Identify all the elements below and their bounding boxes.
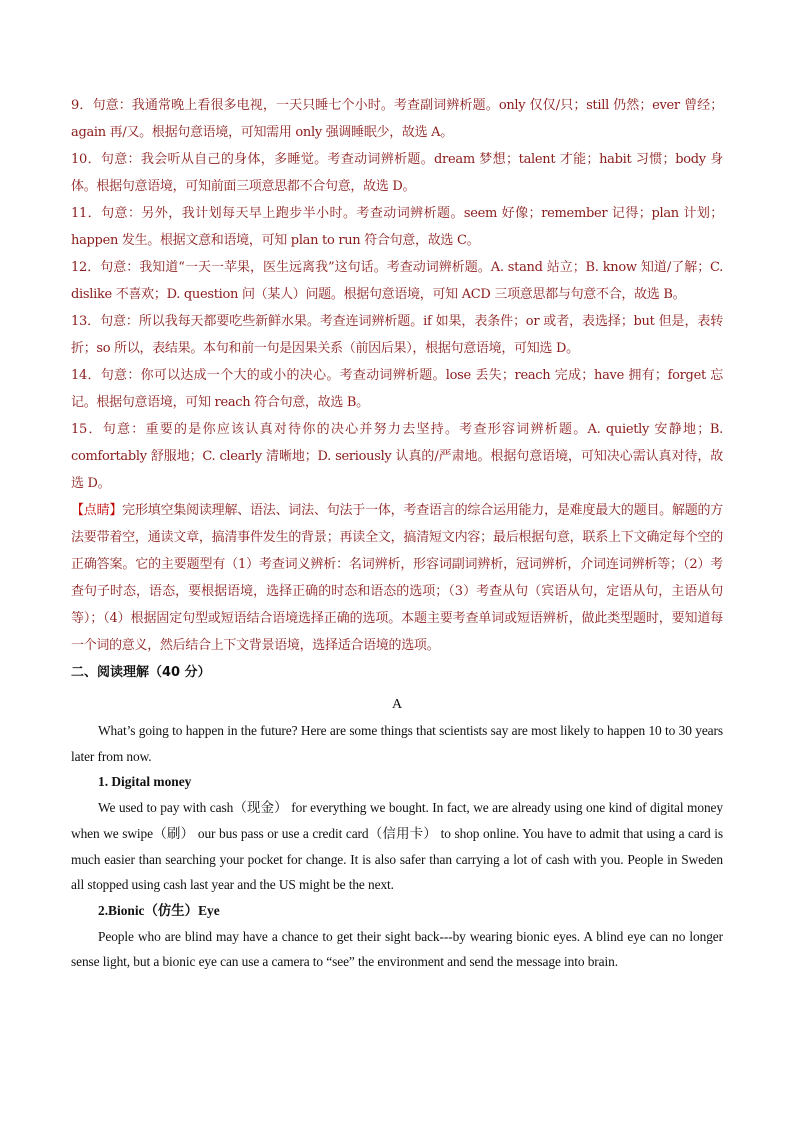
subheading-digital-money: 1. Digital money (98, 774, 192, 790)
answer-11: 11．句意：另外，我计划每天早上跑步半小时。考查动词辨析题。seem 好像；remember 记得；plan 计划；happen 发生。根据文意和语境，可知 plan to run 符合句意，故选 C。 (71, 206, 723, 248)
answer-9: 9．句意：我通常晚上看很多电视，一天只睡七个小时。考查副词辨析题。only 仅仅/只；still 仍然；ever 曾经；again 再/又。根据句意语境，可知需用 only 强调睡眠少，故选 A。 (71, 98, 723, 140)
answer-10: 10．句意：我会听从自己的身体，多睡觉。考查动词辨析题。dream 梦想；talent 才能；habit 习惯；body 身体。根据句意语境，可知前面三项意思都不合句意，故选 D。 (71, 152, 723, 194)
key-point-label: 【点睛】 (71, 503, 123, 518)
passage-intro: What’s going to happen in the future? Here are some things that scientists say are most likely to happen 10 to 30 years later from now. (71, 723, 723, 764)
passage-letter: A (391, 697, 403, 712)
answer-14: 14．句意：你可以达成一个大的或小的决心。考查动词辨析题。lose 丢失；reach 完成；have 拥有；forget 忘记。根据句意语境，可知 reach 符合句意，故选 B。 (71, 368, 723, 410)
page-content (71, 92, 723, 975)
answer-13: 13．句意：所以我每天都要吃些新鲜水果。考查连词辨析题。if 如果，表条件；or 或者，表选择；but 但是，表转折；so 所以，表结果。本句和前一句是因果关系（前因后果），根据句意语境，可知选 D。 (71, 314, 723, 356)
subheading-bionic-eye: 2.Bionic（仿生）Eye (98, 902, 220, 918)
section-heading: 二、阅读理解（40 分） (71, 665, 211, 680)
key-point-text: 完形填空集阅读理解、语法、词法、句法于一体，考查语言的综合运用能力，是难度最大的题目。解题的方法要带着空，通读文章，搞清事件发生的背景；再读全文，搞清短文内容；最后根据句意，联系上下文确定每个空的正确答案。它的主要题型有（1）考查词义辨析：名词辨析，形容词副词辨析，冠词辨析，介词连词辨析等；（2）考查句子时态，语态，要根据语境，选择正确的时态和语态的选项；（3）考查从句（宾语从句，定语从句，主语从句等）；（4）根据固定句型或短语结合语境选择正确的选项。本题主要考查单词或短语辨析，做此类型题时，要知道每一个词的意义，然后结合上下文背景语境，选择适合语境的选项。 (71, 503, 723, 653)
answer-15: 15．句意：重要的是你应该认真对待你的决心并努力去坚持。考查形容词辨析题。A. quietly 安静地；B. comfortably 舒服地；C. clearly 清晰地；D. seriously 认真的/严肃地。根据句意语境，可知决心需认真对待，故选 D。 (71, 422, 723, 491)
paragraph-bionic-eye: People who are blind may have a chance to get their sight back---by wearing bionic eyes. A blind eye can no longer sense light, but a bionic eye can use a camera to “see” the environment and send the message into brain. (71, 928, 723, 970)
key-point-note (71, 497, 723, 659)
answer-12: 12．句意：我知道“一天一苹果，医生远离我”这句话。考查动词辨析题。A. stand 站立；B. know 知道/了解；C. dislike 不喜欢；D. question 问（某人）问题。根据句意语境，可知 ACD 三项意思都与句意不合，故选 B。 (71, 260, 723, 302)
paragraph-digital-money: We used to pay with cash（现金） for everything we bought. In fact, we are already using one kind of digital money when we swipe（刷） our bus pass or use a credit card（信用卡） to shop online. You have to admit that using a card is much easier than searching your pocket for change. It is also safer than carrying a lot of cash with you. People in Sweden all stopped using cash last year and the US might be the next. (71, 800, 723, 893)
